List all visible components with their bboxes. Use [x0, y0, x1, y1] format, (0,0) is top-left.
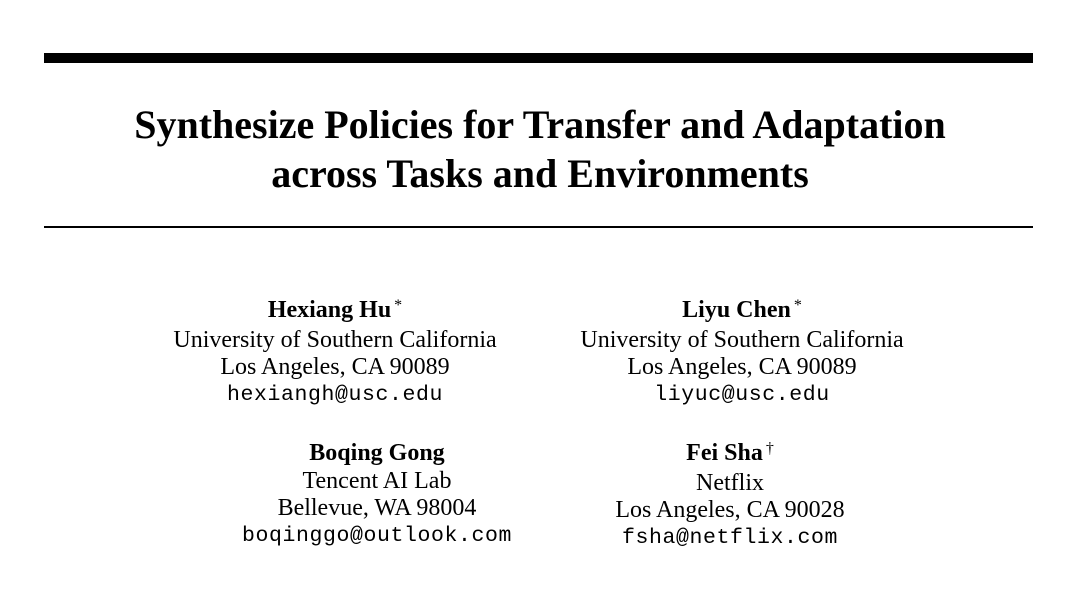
- author-name: Fei Sha †: [686, 440, 774, 466]
- author-location: Los Angeles, CA 90089: [220, 354, 450, 380]
- author-email[interactable]: liyuc@usc.edu: [654, 382, 830, 407]
- author-name: Boqing Gong: [309, 440, 445, 466]
- author-block-liyu-chen: [557, 297, 927, 409]
- author-name: Hexiang Hu *: [267, 297, 403, 323]
- author-affiliation: University of Southern California: [580, 326, 904, 353]
- author-location: Los Angeles, CA 90089: [627, 354, 857, 380]
- author-footnote-mark: *: [394, 297, 403, 314]
- author-affiliation: Tencent AI Lab: [302, 467, 452, 494]
- title-line-1: Synthesize Policies for Transfer and Adaptation: [134, 102, 946, 147]
- author-email[interactable]: hexiangh@usc.edu: [226, 382, 444, 407]
- title-line-2: across Tasks and Environments: [271, 151, 809, 196]
- author-affiliation: Netflix: [696, 469, 764, 496]
- author-location: Los Angeles, CA 90028: [615, 497, 845, 523]
- author-footnote-mark: †: [765, 440, 774, 457]
- paper-title: [0, 100, 1080, 198]
- author-footnote-mark: *: [793, 297, 802, 314]
- top-rule: [44, 53, 1033, 63]
- author-block-fei-sha: [545, 440, 915, 552]
- author-block-boqing-gong: [192, 440, 562, 550]
- author-email[interactable]: fsha@netflix.com: [621, 525, 839, 550]
- author-block-hexiang-hu: [150, 297, 520, 409]
- bottom-rule: [44, 226, 1033, 228]
- author-email[interactable]: boqinggo@outlook.com: [241, 523, 513, 548]
- author-name: Liyu Chen *: [682, 297, 802, 323]
- author-affiliation: University of Southern California: [173, 326, 497, 353]
- author-location: Bellevue, WA 98004: [277, 495, 477, 521]
